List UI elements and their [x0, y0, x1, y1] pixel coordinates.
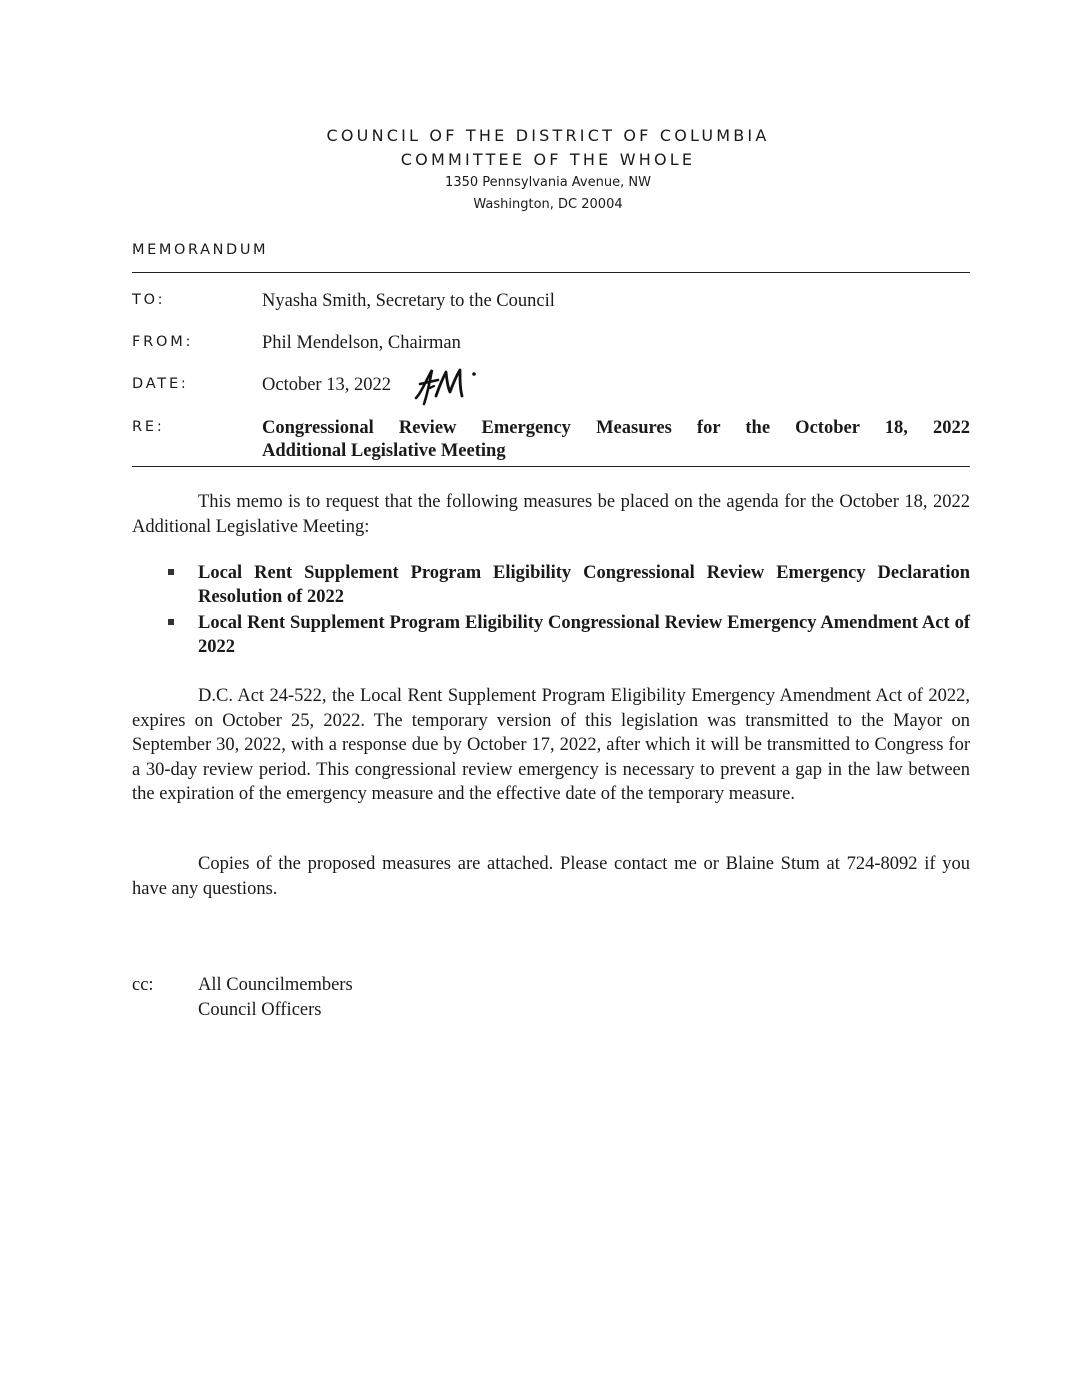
signature-initials-icon — [410, 362, 482, 406]
cc-recipient: All Councilmembers — [198, 975, 353, 995]
to-value: Nyasha Smith, Secretary to the Council — [262, 291, 555, 311]
council-name: COUNCIL OF THE DISTRICT OF COLUMBIA — [326, 126, 770, 145]
committee-name: COMMITTEE OF THE WHOLE — [400, 150, 696, 169]
to-label: TO: — [132, 292, 166, 308]
list-item — [132, 611, 970, 659]
letterhead — [0, 124, 1082, 216]
re-value — [262, 417, 970, 463]
header-bottom-rule — [132, 466, 970, 467]
cc-recipient: Council Officers — [198, 999, 322, 1020]
from-label: FROM: — [132, 334, 194, 350]
re-line-2: Additional Legislative Meeting — [262, 441, 506, 461]
bullet-icon — [168, 619, 174, 625]
re-line-1: Congressional Review Emergency Measures for the October 18, 2022 — [262, 418, 970, 438]
intro-paragraph: This memo is to request that the following measures be placed on the agenda for the October 18, 2022 Additional Legislative Meeting: — [132, 492, 970, 537]
re-label: RE: — [132, 419, 165, 435]
address-line-1: 1350 Pennsylvania Avenue, NW — [445, 175, 651, 190]
measure-title: Local Rent Supplement Program Eligibility Congressional Review Emergency Amendment Act of 2022 — [198, 613, 970, 657]
cc-label: cc: — [132, 975, 154, 995]
date-value: October 13, 2022 — [262, 375, 391, 395]
measure-title: Local Rent Supplement Program Eligibility Congressional Review Emergency Declaration Resolution of 2022 — [198, 563, 970, 607]
contact-paragraph: Copies of the proposed measures are attached. Please contact me or Blaine Stum at 724-8092 if you have any questions. — [132, 854, 970, 899]
cc-recipients — [198, 973, 353, 1022]
date-value-wrap — [262, 374, 970, 397]
list-item — [132, 561, 970, 609]
act-paragraph: D.C. Act 24-522, the Local Rent Supplement Program Eligibility Emergency Amendment Act of 2022, expires on October 25, 2022. The temporary version of this legislation was transmitted to the Mayor on September 30, 2022, with a response due by October 17, 2022, after which it will be transmitted to Congress for a 30-day review period. This congressional review emergency is necessary to prevent a gap in the law between the expiration of the emergency measure and the effective date of the temporary measure. — [132, 686, 970, 804]
from-value: Phil Mendelson, Chairman — [262, 333, 461, 353]
header-top-rule — [132, 272, 970, 273]
bullet-icon — [168, 569, 174, 575]
memorandum-label: MEMORANDUM — [132, 242, 269, 258]
measures-list — [132, 561, 970, 661]
date-label: DATE: — [132, 376, 189, 392]
address-line-2: Washington, DC 20004 — [473, 197, 623, 212]
